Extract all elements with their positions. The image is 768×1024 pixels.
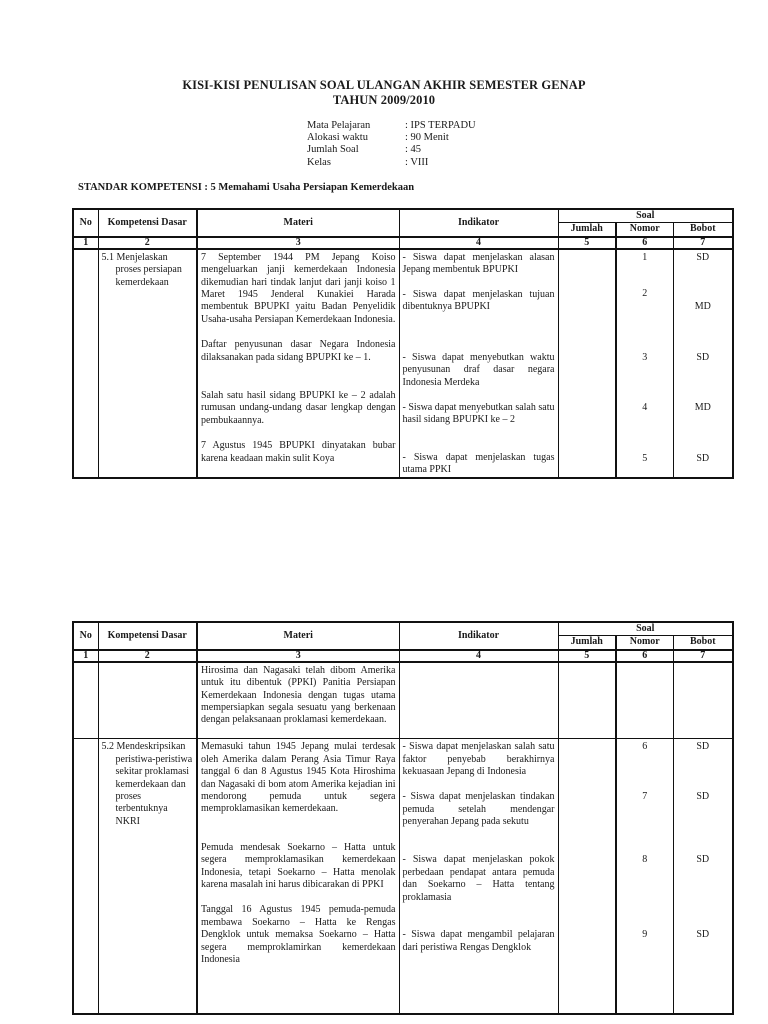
cell-bobot xyxy=(673,662,733,739)
weight-label: SD xyxy=(696,741,710,753)
weight-label: SD xyxy=(696,452,710,464)
indikator-text: - Siswa dapat menyebutkan waktu penyusunan draf dasar negara Indonesia Merdeka xyxy=(402,351,555,388)
cell-bobot xyxy=(673,739,733,1014)
col-num: 7 xyxy=(673,650,733,662)
document-year: TAHUN 2009/2010 xyxy=(332,93,436,107)
cell-no xyxy=(73,249,98,478)
col-num: 6 xyxy=(616,650,673,662)
col-header-materi: Materi xyxy=(197,209,399,237)
grid-table-2 xyxy=(72,621,734,1015)
materi-text: Daftar penyusunan dasar Negara Indonesia dilaksanakan pada sidang BPUPKI ke – 1. xyxy=(201,339,396,363)
indikator-text: - Siswa dapat mengambil pelajaran dari peristiwa Rengas Dengklok xyxy=(402,929,555,953)
col-num: 5 xyxy=(558,650,616,662)
materi-text: Memasuki tahun 1945 Jepang mulai terdesak oleh Amerika dalam Perang Asia Timur Raya tanggal 6 dan 8 Agustus 1945 Kota Hiroshima dan Nagasaki di bom atom Amerika kejadian ini mendorong pemuda untuk segera memproklamasikan kemerdekaan. xyxy=(201,741,396,815)
indikator-text: - Siswa dapat menjelaskan salah satu faktor penyebab berakhirnya kekuasaan Jepang di Indonesia xyxy=(402,741,555,778)
weight-label: SD xyxy=(696,854,710,866)
meta-value: : 45 xyxy=(405,144,422,156)
weight-label: SD xyxy=(696,929,710,941)
cell-no xyxy=(73,739,98,1014)
materi-text: Pemuda mendesak Soekarno – Hatta untuk segera memproklamasikan kemerdekaan Indonesia, tetapi Soekarno – Hatta menolak karena masalah ini harus dibicarakan di PPKI xyxy=(201,841,396,890)
cell-nomor xyxy=(616,739,673,1014)
col-header-indikator: Indikator xyxy=(399,622,558,650)
weight-label: SD xyxy=(696,791,710,803)
indikator-text: - Siswa dapat menjelaskan pokok perbedaan pendapat antara pemuda dan Soekarno – Hatta tentang proklamasia xyxy=(402,854,555,903)
cell-nomor xyxy=(616,662,673,739)
question-number: 5 xyxy=(642,452,648,464)
col-header-materi: Materi xyxy=(197,622,399,650)
col-num: 1 xyxy=(73,237,98,249)
cell-indikator xyxy=(399,662,558,739)
indikator-text: - Siswa dapat menjelaskan tugas utama PPKI xyxy=(402,451,555,476)
question-number: 2 xyxy=(642,287,648,299)
col-header-jumlah: Jumlah xyxy=(558,636,616,650)
col-header-nomor: Nomor xyxy=(616,223,673,237)
competency-text: 5.1 Menjelaskan proses persiapan kemerdekaan xyxy=(101,251,182,288)
col-header-no: No xyxy=(73,209,98,237)
meta-row-time xyxy=(307,132,476,144)
competency-text: 5.2 Mendeskripsikan peristiwa-peristiwa sekitar proklamasi kemerdekaan dan proses terbentuknya NKRI xyxy=(101,741,193,827)
cell-bobot xyxy=(673,249,733,478)
materi-text: Tanggal 16 Agustus 1945 pemuda-pemuda membawa Soekarno – Hatta ke Rengas Dengklok untuk memaksa Soekarno – Hatta segera memproklamirkan kemerdekaan Indonesia xyxy=(201,904,396,965)
meta-row-subject xyxy=(307,120,476,132)
col-header-jumlah: Jumlah xyxy=(558,223,616,237)
table-row xyxy=(73,739,733,1014)
meta-key: Jumlah Soal xyxy=(307,144,359,156)
col-header-bobot: Bobot xyxy=(673,223,733,237)
weight-label: MD xyxy=(694,401,711,413)
meta-key: Kelas xyxy=(307,156,331,168)
document-title: KISI-KISI PENULISAN SOAL ULANGAN AKHIR SEMESTER GENAP xyxy=(182,78,586,92)
cell-jumlah xyxy=(558,662,616,739)
col-header-bobot: Bobot xyxy=(673,636,733,650)
cell-no xyxy=(73,662,98,739)
question-number: 9 xyxy=(642,929,648,941)
standard-competency: STANDAR KOMPETENSI : 5 Memahami Usaha Persiapan Kemerdekaan xyxy=(78,182,415,193)
question-number: 3 xyxy=(642,351,648,363)
col-num: 7 xyxy=(673,237,733,249)
meta-row-class xyxy=(307,157,476,169)
materi-text: Hirosima dan Nagasaki telah dibom Amerika untuk itu dibentuk (PPKI) Panitia Persiapan Kemerdekaan Indonesia dengan tugas utama mempersiapkan segala sesuatu yang berkenaan dengan pelaksanaan proklamasi kemerdekaan. xyxy=(201,664,396,726)
weight-label: MD xyxy=(694,300,711,312)
table-row xyxy=(73,662,733,739)
indikator-text: - Siswa dapat menyebutkan salah satu hasil sidang BPUPKI ke – 2 xyxy=(402,401,555,426)
col-header-indikator: Indikator xyxy=(399,209,558,237)
indikator-text: - Siswa dapat menjelaskan alasan Jepang membentuk BPUPKI xyxy=(402,251,555,276)
meta-key: Alokasi waktu xyxy=(307,132,368,144)
col-num: 2 xyxy=(98,237,197,249)
col-header-kd: Kompetensi Dasar xyxy=(98,209,197,237)
col-header-no: No xyxy=(73,622,98,650)
cell-jumlah xyxy=(558,249,616,478)
question-number: 6 xyxy=(642,741,648,753)
col-num: 2 xyxy=(98,650,197,662)
col-num: 6 xyxy=(616,237,673,249)
materi-text: 7 September 1944 PM Jepang Koiso mengeluarkan janji kemerdekaan Indonesia dikemudian hari tindak lanjut dari janji koiso 1 Maret 1945 Jenderal Kunakiei Harada membentuk BPUPKI yaitu Badan Penyelidik Usaha-usaha Persiapan Kemerdekaan Indonesia. xyxy=(201,251,396,325)
meta-key: Mata Pelajaran xyxy=(307,120,371,131)
col-header-nomor: Nomor xyxy=(616,636,673,650)
materi-text: 7 Agustus 1945 BPUPKI dinyatakan bubar karena keadaan makin sulit Koya xyxy=(201,440,396,464)
col-num: 3 xyxy=(197,650,399,662)
question-number: 4 xyxy=(642,401,648,413)
meta-row-questions xyxy=(307,144,476,156)
meta-value: : VIII xyxy=(405,156,429,168)
cell-materi xyxy=(197,662,399,739)
col-num: 4 xyxy=(399,237,558,249)
cell-indikator xyxy=(399,249,558,478)
col-header-kd: Kompetensi Dasar xyxy=(98,622,197,650)
weight-label: SD xyxy=(696,251,710,263)
subject-info xyxy=(307,120,476,169)
materi-text: Salah satu hasil sidang BPUPKI ke – 2 adalah rumusan undang-undang dasar lengkap dengan pembukaannya. xyxy=(201,390,396,426)
cell-jumlah xyxy=(558,739,616,1014)
grid-table-1 xyxy=(72,208,734,479)
cell-materi xyxy=(197,739,399,1014)
cell-nomor xyxy=(616,249,673,478)
cell-indikator xyxy=(399,739,558,1014)
question-number: 8 xyxy=(642,854,648,866)
col-num: 1 xyxy=(73,650,98,662)
question-number: 7 xyxy=(642,791,648,803)
cell-kd xyxy=(98,662,197,739)
col-num: 5 xyxy=(558,237,616,249)
indikator-text: - Siswa dapat menjelaskan tujuan dibentuknya BPUPKI xyxy=(402,288,555,313)
col-header-soal: Soal xyxy=(558,209,733,223)
col-num: 4 xyxy=(399,650,558,662)
col-num: 3 xyxy=(197,237,399,249)
cell-materi xyxy=(197,249,399,478)
cell-kd xyxy=(98,249,197,478)
cell-kd xyxy=(98,739,197,1014)
question-number: 1 xyxy=(642,251,648,263)
col-header-soal: Soal xyxy=(558,622,733,636)
meta-value: : IPS TERPADU xyxy=(405,120,476,131)
indikator-text: - Siswa dapat menjelaskan tindakan pemuda setelah mendengar penyerahan Jepang pada sekutu xyxy=(402,791,555,828)
table-row xyxy=(73,249,733,478)
weight-label: SD xyxy=(696,351,710,363)
meta-value: : 90 Menit xyxy=(405,132,449,144)
